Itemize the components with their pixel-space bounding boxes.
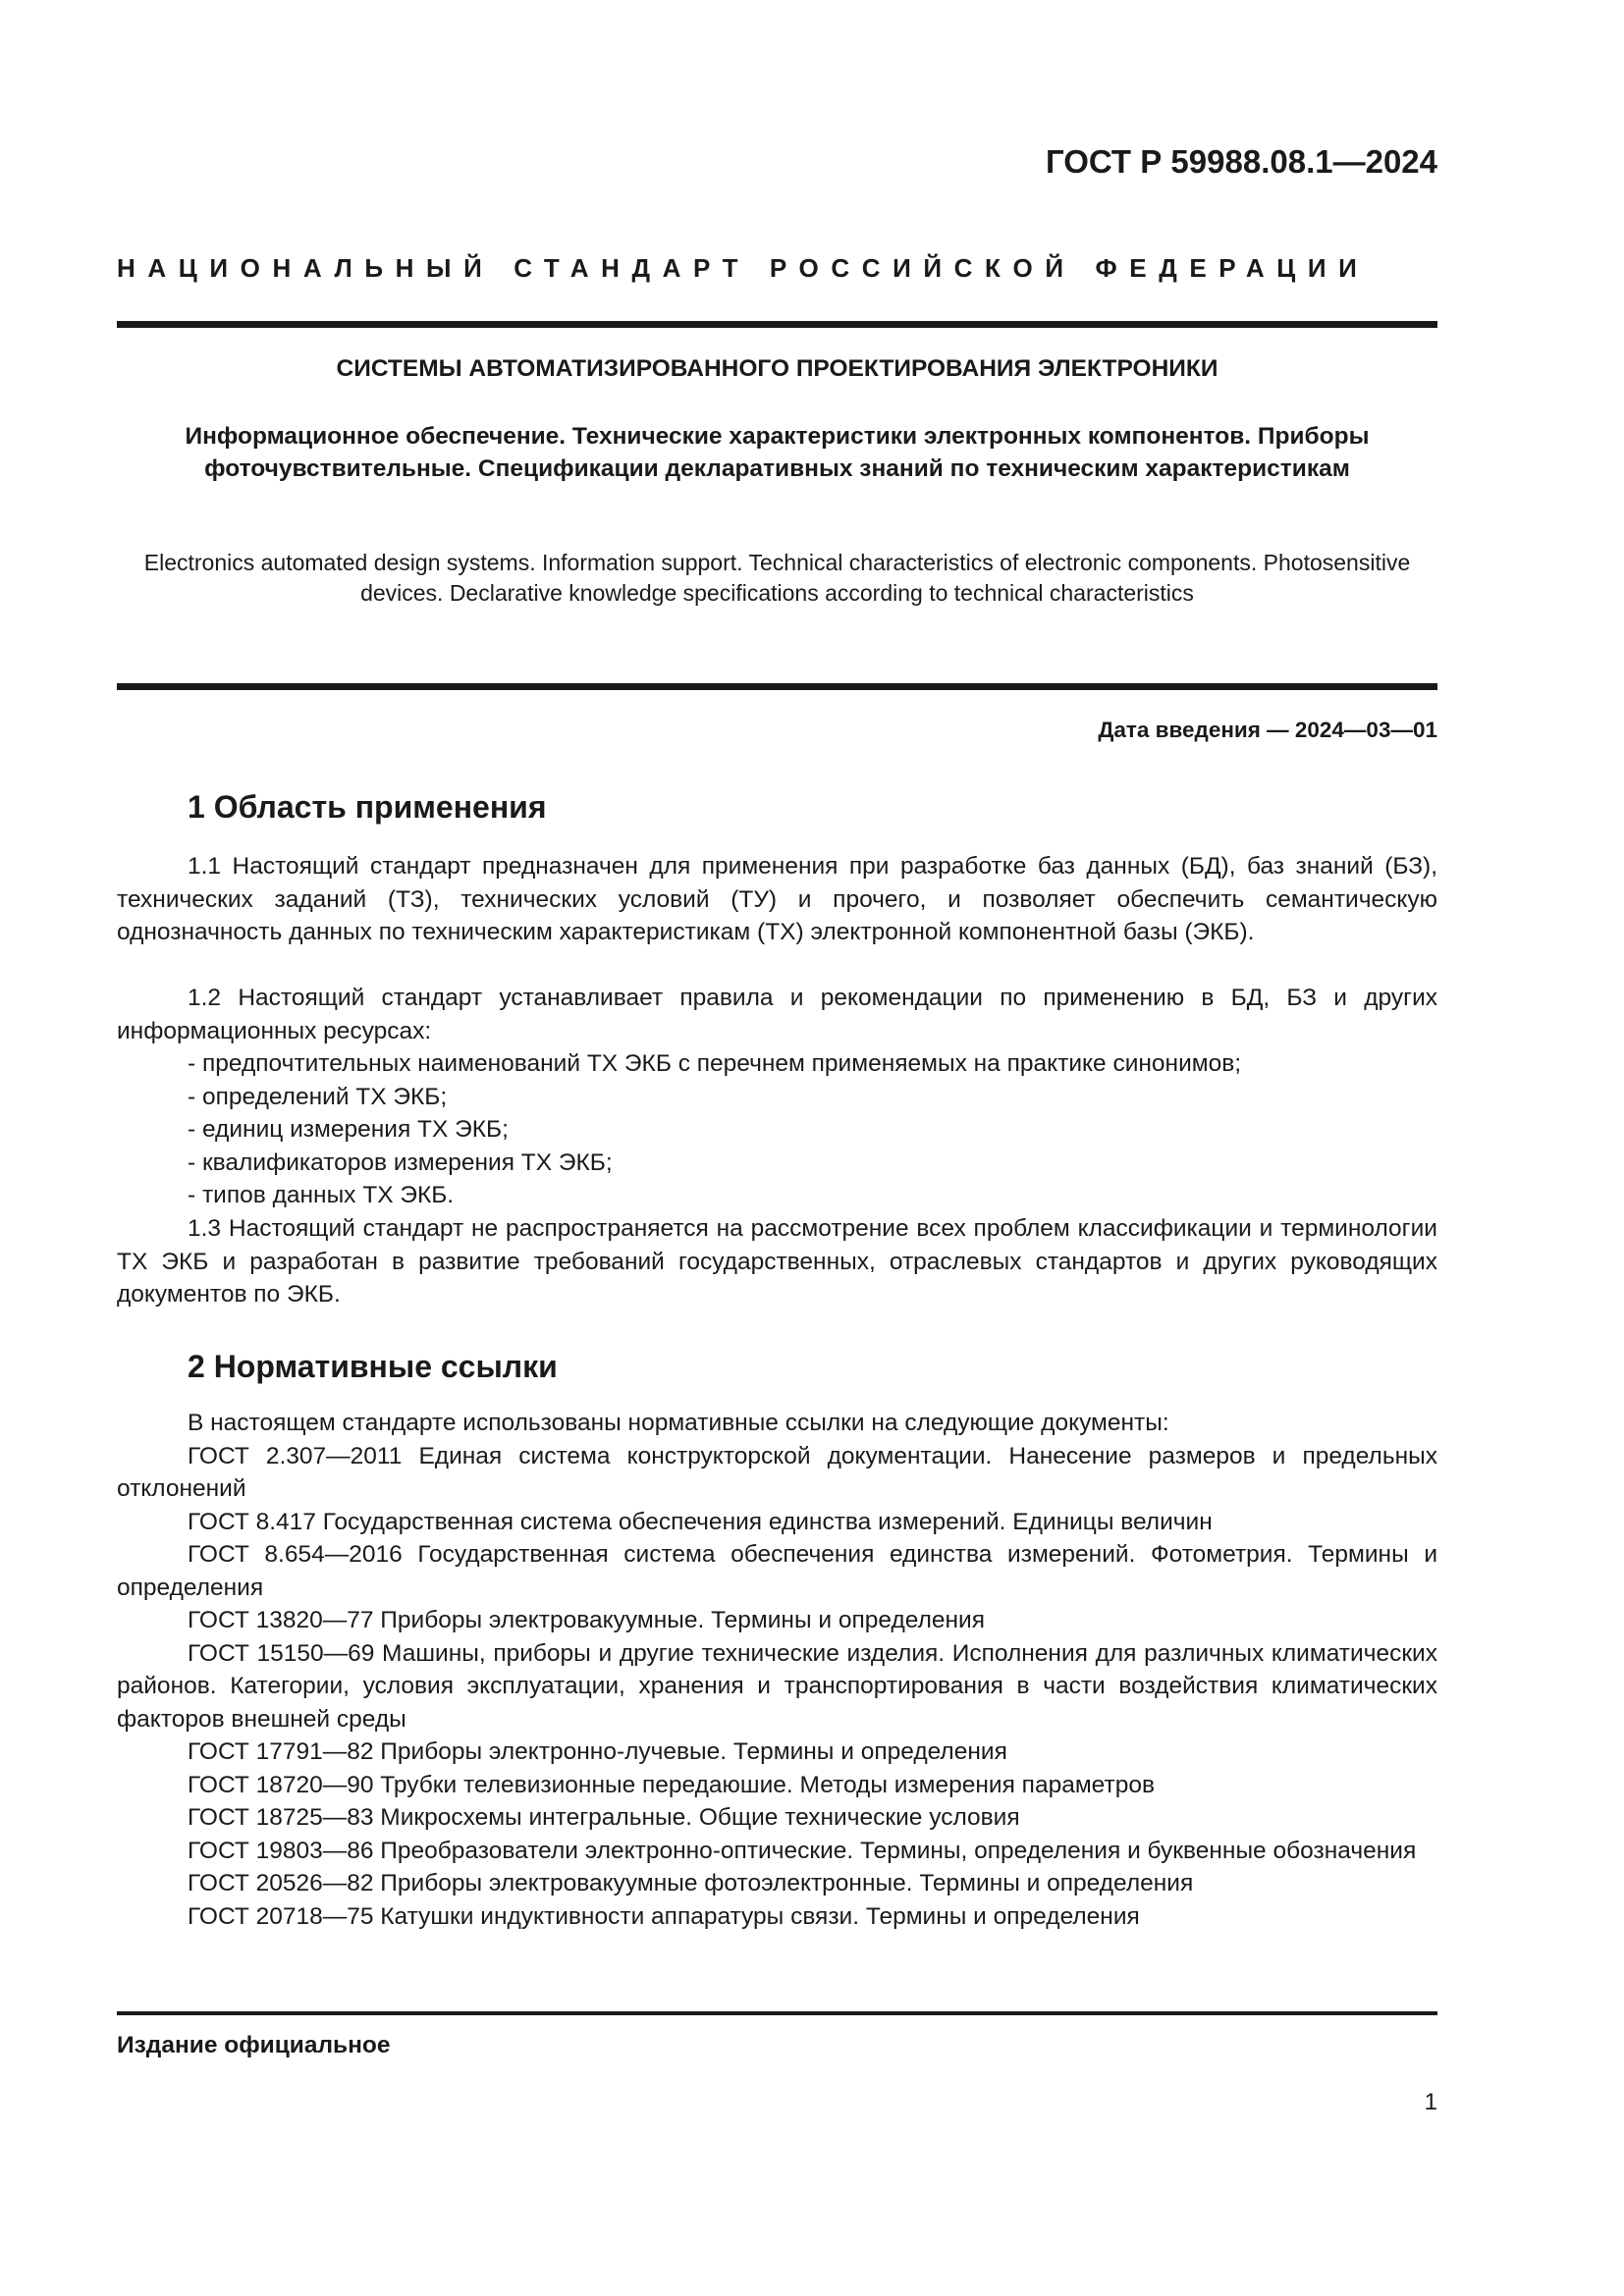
references-intro: В настоящем стандарте использованы нормативные ссылки на следующие документы:: [188, 1410, 1169, 1436]
document-subtitle: Информационное обеспечение. Технические характеристики электронных компонентов. Приборы фоточувствительные. Спецификации декларативных знаний по техническим характеристикам: [185, 423, 1370, 482]
introduction-date: Дата введения — 2024—03—01: [1098, 718, 1437, 742]
list-item: - предпочтительных наименований ТХ ЭКБ с перечнем применяемых на практике синонимов;: [188, 1050, 1242, 1077]
paragraph-1-2: [117, 982, 1437, 1047]
reference-item: ГОСТ 15150—69 Машины, приборы и другие технические изделия. Исполнения для различных климатических районов. Категории, условия эксплуатации, хранения и транспортирования в части воздействия климатических факторов внешней среды: [117, 1639, 1437, 1733]
reference-item: ГОСТ 20718—75 Катушки индуктивности аппаратуры связи. Термины и определения: [188, 1902, 1140, 1930]
paragraph-1-1: [117, 850, 1437, 949]
reference-item: ГОСТ 13820—77 Приборы электровакуумные. Термины и определения: [188, 1607, 985, 1633]
list-item: - определений ТХ ЭКБ;: [188, 1083, 448, 1110]
reference-item: ГОСТ 8.417 Государственная система обеспечения единства измерений. Единицы величин: [188, 1508, 1213, 1535]
list-item: - типов данных ТХ ЭКБ.: [188, 1182, 455, 1208]
reference-item: ГОСТ 19803—86 Преобразователи электронно-оптические. Термины, определения и буквенные обозначения: [188, 1837, 1417, 1864]
page-number: 1: [1424, 2089, 1437, 2115]
reference-item: ГОСТ 20526—82 Приборы электровакуумные фотоэлектронные. Термины и определения: [188, 1870, 1194, 1896]
document-page: [117, 0, 1437, 2296]
section-2-heading: 2 Нормативные ссылки: [188, 1349, 558, 1384]
paragraph-1-3-text: 1.3 Настоящий стандарт не распространяется на рассмотрение всех проблем классификации и терминологии ТХ ЭКБ и разработан в развитие требований государственных, отраслевых стандартов и других руководящих документов по ЭКБ.: [117, 1215, 1437, 1308]
paragraph-1-1-text: 1.1 Настоящий стандарт предназначен для применения при разработке баз данных (БД), баз знаний (БЗ), технических заданий (ТЗ), технических условий (ТУ) и прочего, и позволяет обеспечить семантическую однозначность данных по техническим характеристикам (ТХ) электронной компонентной базы (ЭКБ).: [117, 853, 1437, 945]
normative-references-list: [117, 1407, 1437, 1933]
reference-item: ГОСТ 17791—82 Приборы электронно-лучевые. Термины и определения: [188, 1738, 1007, 1765]
english-title: Electronics automated design systems. Information support. Technical characteristics of electronic components. Photosensitive devices. Declarative knowledge specifications according to technical characteristics: [143, 550, 1411, 606]
reference-item: ГОСТ 18720—90 Трубки телевизионные передаюшие. Методы измерения параметров: [188, 1771, 1155, 1798]
footer-rule: [117, 2011, 1437, 2015]
reference-item: ГОСТ 8.654—2016 Государственная система обеспечения единства измерений. Фотометрия. Термины и определения: [117, 1541, 1437, 1601]
section-1-heading: 1 Область применения: [188, 789, 547, 825]
paragraph-1-2-text: 1.2 Настоящий стандарт устанавливает правила и рекомендации по применению в БД, БЗ и других информационных ресурсах:: [117, 985, 1437, 1044]
reference-item: ГОСТ 2.307—2011 Единая система конструкторской документации. Нанесение размеров и предельных отклонений: [117, 1442, 1437, 1502]
header-rule: [117, 321, 1437, 328]
national-standard-label: НАЦИОНАЛЬНЫЙ СТАНДАРТ РОССИЙСКОЙ ФЕДЕРАЦИИ: [117, 253, 1370, 283]
reference-item: ГОСТ 18725—83 Микросхемы интегральные. Общие технические условия: [188, 1804, 1020, 1831]
title-rule: [117, 683, 1437, 690]
document-code: ГОСТ Р 59988.08.1—2024: [1045, 143, 1437, 180]
list-item: - единиц измерения ТХ ЭКБ;: [188, 1116, 509, 1143]
scope-list: [188, 1047, 1437, 1212]
list-item: - квалификаторов измерения ТХ ЭКБ;: [188, 1148, 613, 1176]
document-title: СИСТЕМЫ АВТОМАТИЗИРОВАННОГО ПРОЕКТИРОВАНИЯ ЭЛЕКТРОНИКИ: [336, 355, 1218, 382]
paragraph-1-3: [117, 1212, 1437, 1311]
official-edition-label: Издание официальное: [117, 2032, 391, 2058]
